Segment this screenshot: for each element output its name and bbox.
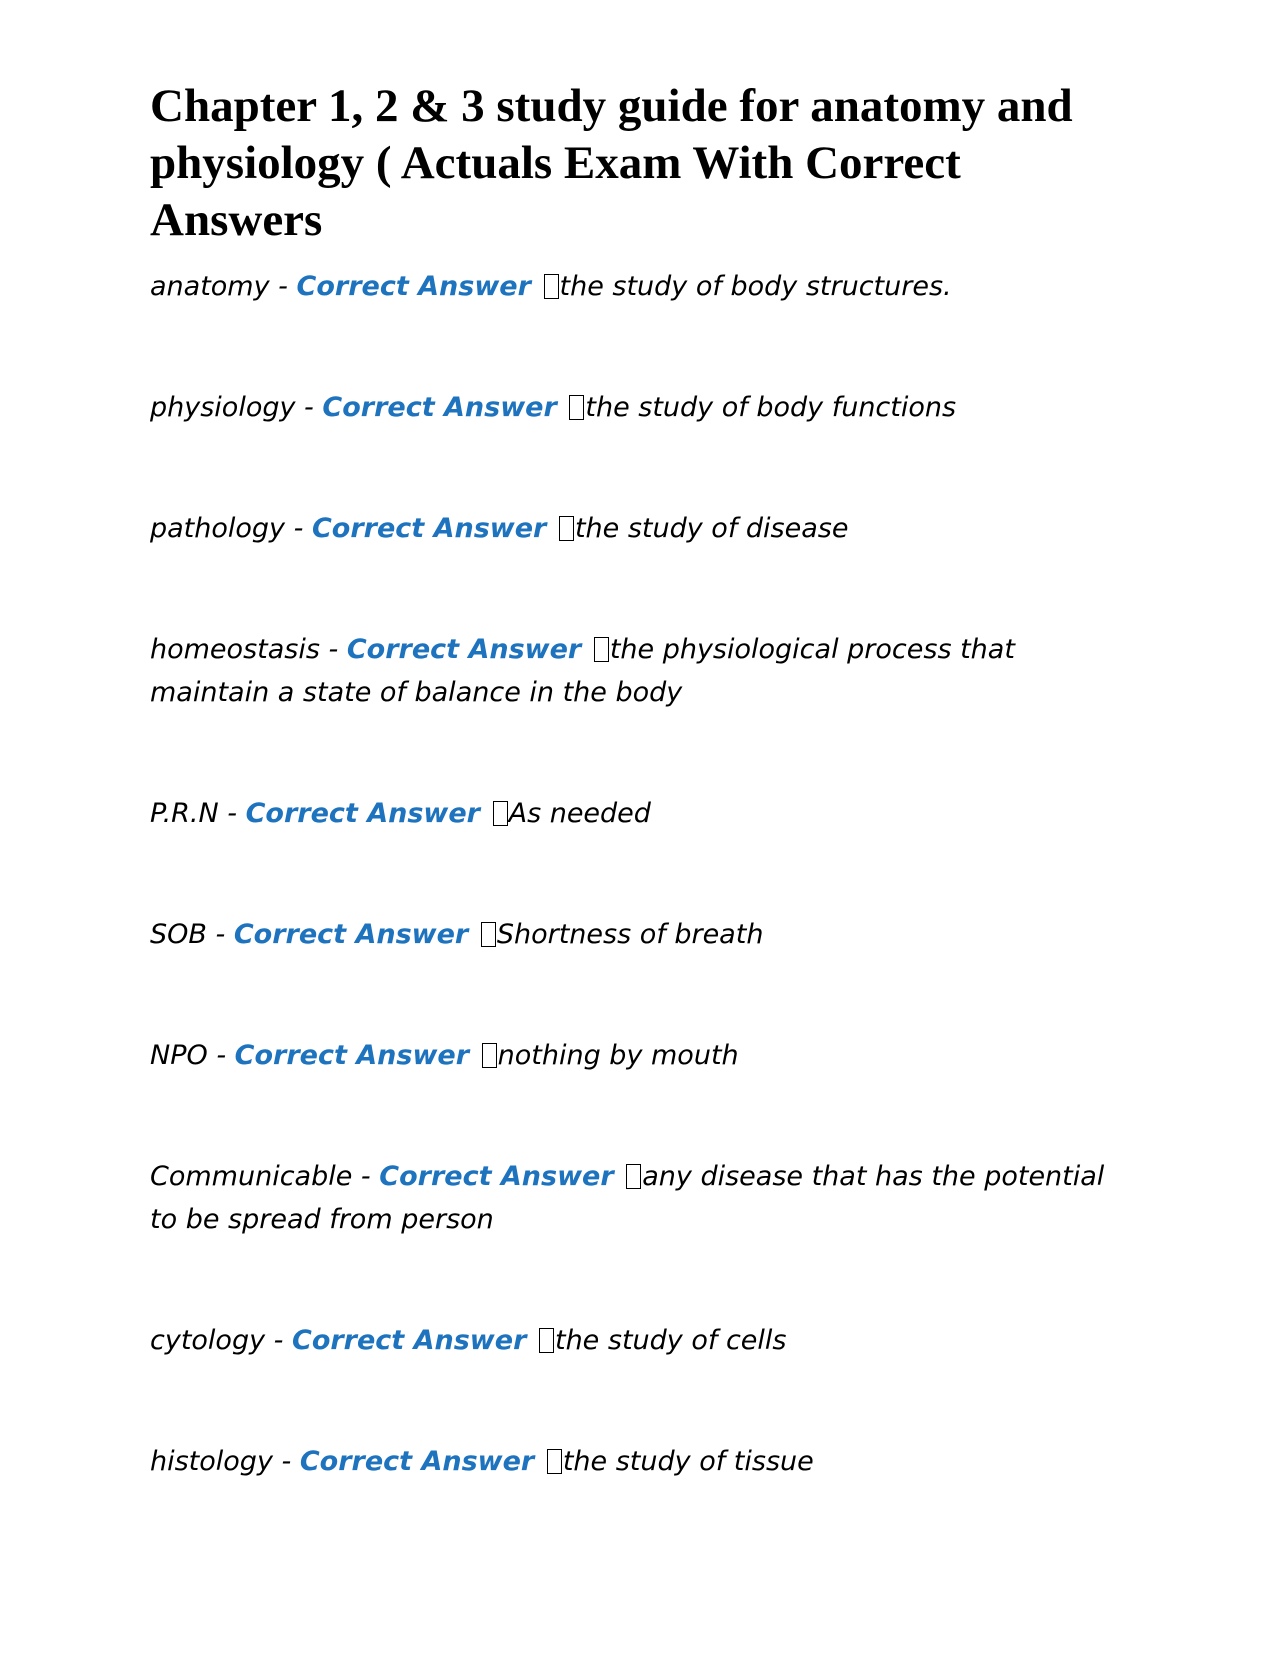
correct-answer-label: Correct Answer (233, 919, 469, 950)
checkbox-glyph-icon (594, 637, 609, 662)
list-item: Communicable - Correct Answer any disease that has the potential to be spread from person (150, 1161, 1105, 1235)
correct-answer-label: Correct Answer (311, 513, 547, 544)
entry-term: physiology (150, 392, 296, 423)
entry-definition: the study of tissue (562, 1446, 814, 1477)
correct-answer-label: Correct Answer (234, 1040, 470, 1071)
checkbox-glyph-icon (544, 274, 559, 299)
entry-definition: any disease that has the potential to be spread from person (150, 1161, 1105, 1235)
entry-definition: nothing by mouth (497, 1040, 739, 1071)
entry-definition: the study of disease (574, 513, 849, 544)
list-item: histology - Correct Answer the study of tissue (150, 1446, 814, 1477)
entry-term: cytology (150, 1325, 266, 1356)
entry-term: Communicable (150, 1161, 353, 1192)
entry-definition: the study of body functions (585, 392, 957, 423)
checkbox-glyph-icon (626, 1164, 641, 1189)
entry-term: P.R.N (150, 798, 219, 829)
checkbox-glyph-icon (481, 922, 496, 947)
entry-definition: the study of body structures. (559, 271, 952, 302)
document-page (150, 78, 1135, 1483)
checkbox-glyph-icon (539, 1328, 554, 1353)
checkbox-glyph-icon (559, 516, 574, 541)
entry-definition: As needed (508, 798, 651, 829)
entry-term: SOB (150, 919, 207, 950)
entry-term: NPO (150, 1040, 208, 1071)
entry-definition: Shortness of breath (496, 919, 764, 950)
correct-answer-label: Correct Answer (346, 634, 582, 665)
entry-term: histology (150, 1446, 273, 1477)
correct-answer-label: Correct Answer (245, 798, 480, 829)
list-item: NPO - Correct Answer nothing by mouth (150, 1040, 739, 1071)
correct-answer-label: Correct Answer (379, 1161, 614, 1192)
correct-answer-label: Correct Answer (296, 271, 531, 302)
list-item: cytology - Correct Answer the study of cells (150, 1325, 787, 1356)
checkbox-glyph-icon (482, 1043, 497, 1068)
checkbox-glyph-icon (493, 801, 508, 826)
page-title: Chapter 1, 2 & 3 study guide for anatomy and physiology ( Actuals Exam With Correct Answers (150, 80, 1073, 246)
entry-term: pathology (150, 513, 286, 544)
entry-term: homeostasis (150, 634, 320, 665)
list-item: SOB - Correct Answer Shortness of breath (150, 919, 764, 950)
list-item: anatomy - Correct Answer the study of body structures. (150, 271, 952, 302)
checkbox-glyph-icon (569, 395, 584, 420)
list-item: physiology - Correct Answer the study of body functions (150, 392, 957, 423)
entry-term: anatomy (150, 271, 270, 302)
list-item: homeostasis - Correct Answer the physiological process that maintain a state of balance in the body (150, 634, 1015, 708)
correct-answer-label: Correct Answer (292, 1325, 527, 1356)
entry-list (150, 265, 1135, 1483)
list-item: pathology - Correct Answer the study of disease (150, 513, 849, 544)
list-item: P.R.N - Correct Answer As needed (150, 798, 651, 829)
correct-answer-label: Correct Answer (322, 392, 557, 423)
entry-definition: the physiological process that maintain a state of balance in the body (150, 634, 1015, 708)
entry-definition: the study of cells (554, 1325, 787, 1356)
checkbox-glyph-icon (547, 1449, 562, 1474)
correct-answer-label: Correct Answer (299, 1446, 535, 1477)
